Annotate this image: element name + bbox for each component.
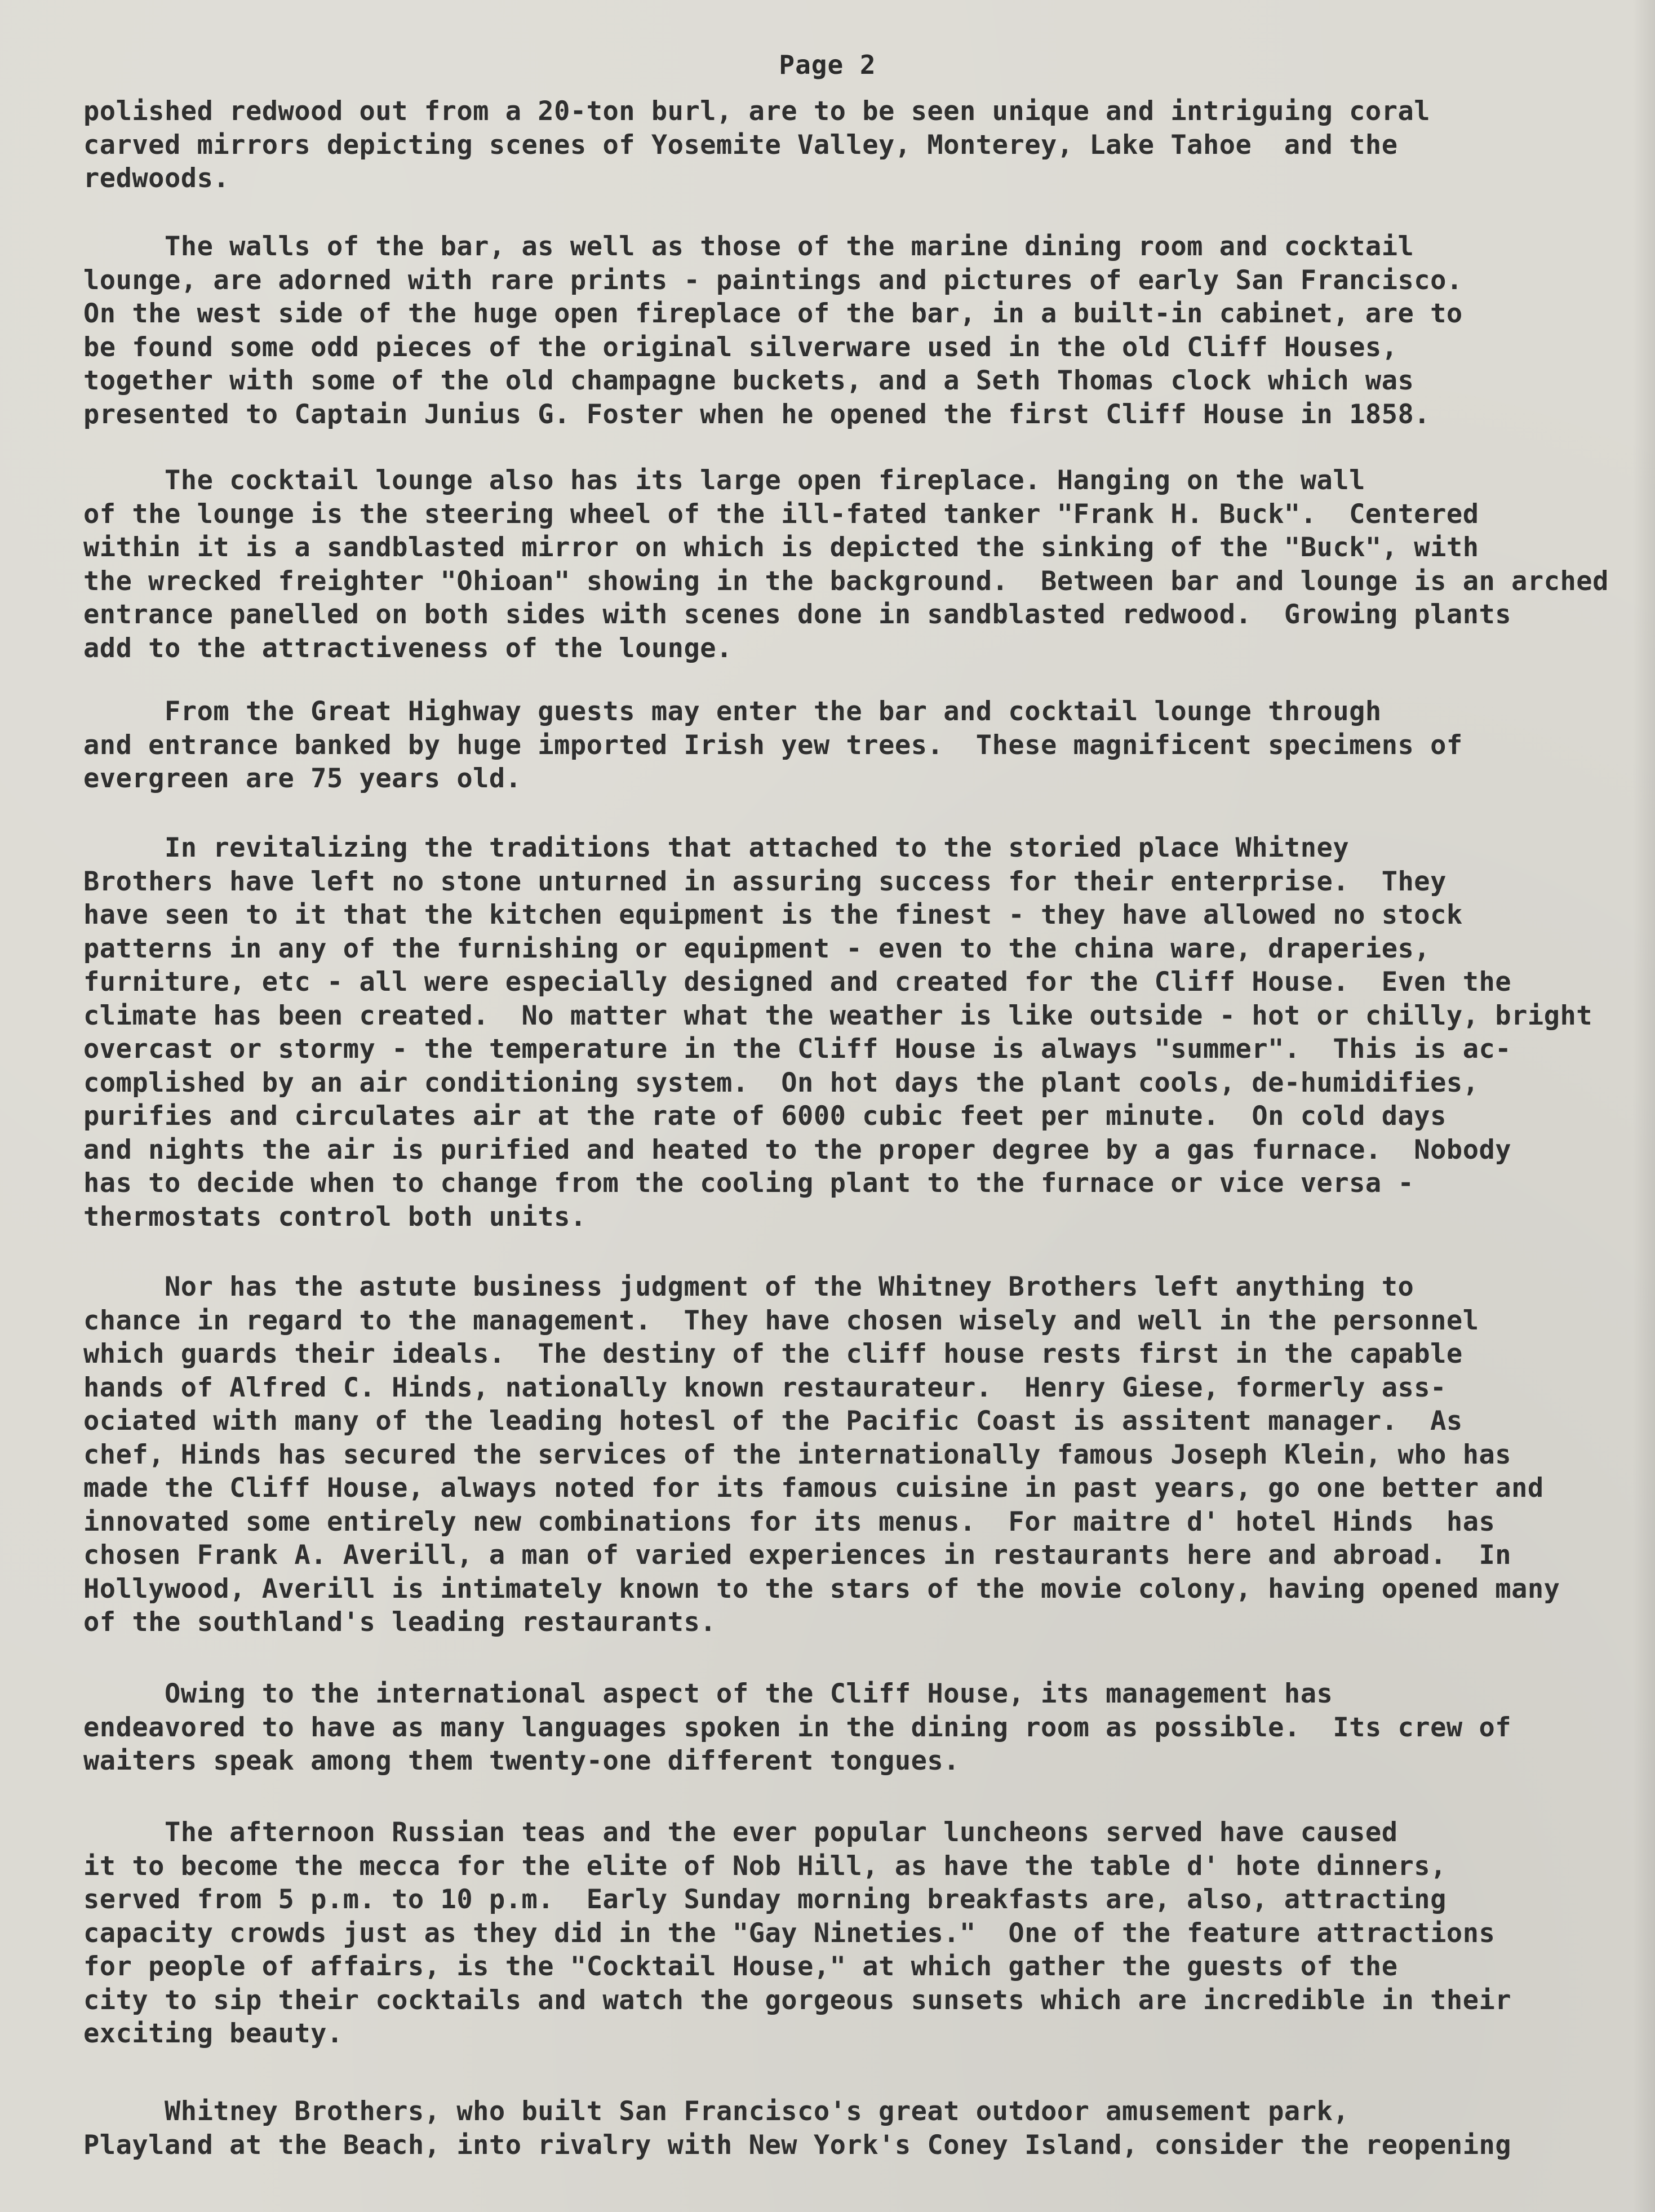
text-line: Whitney Brothers, who built San Francisco's great outdoor amusement park, <box>83 2096 1350 2127</box>
text-line: and nights the air is purified and heated to the proper degree by a gas furnace. Nobody <box>83 1134 1512 1165</box>
text-line: the wrecked freighter "Ohioan" showing in the background. Between bar and lounge is an arched <box>83 565 1609 597</box>
text-line: In revitalizing the traditions that attached to the storied place Whitney <box>83 832 1350 863</box>
text-line: polished redwood out from a 20-ton burl, are to be seen unique and intriguing coral <box>83 96 1431 127</box>
text-line: Brothers have left no stone unturned in assuring success for their enterprise. They <box>83 866 1447 897</box>
text-line: furniture, etc - all were especially designed and created for the Cliff House. Even the <box>83 967 1512 998</box>
text-line: evergreen are 75 years old. <box>83 763 522 794</box>
text-line: The afternoon Russian teas and the ever popular luncheons served have caused <box>83 1817 1398 1848</box>
text-line: of the southland's leading restaurants. <box>83 1607 717 1638</box>
text-line: The walls of the bar, as well as those of the marine dining room and cocktail <box>83 231 1414 262</box>
text-line: From the Great Highway guests may enter the bar and cocktail lounge through <box>83 696 1382 727</box>
text-line: Nor has the astute business judgment of the Whitney Brothers left anything to <box>83 1271 1414 1302</box>
text-line: chosen Frank A. Averill, a man of varied experiences in restaurants here and abroad. In <box>83 1540 1512 1571</box>
text-line: patterns in any of the furnishing or equipment - even to the china ware, draperies, <box>83 933 1431 964</box>
text-line: lounge, are adorned with rare prints - paintings and pictures of early San Francisco. <box>83 264 1463 296</box>
text-line: together with some of the old champagne buckets, and a Seth Thomas clock which was <box>83 365 1414 396</box>
text-line: capacity crowds just as they did in the "Gay Nineties." One of the feature attractions <box>83 1917 1496 1949</box>
text-line: climate has been created. No matter what the weather is like outside - hot or chilly, bright <box>83 1000 1593 1031</box>
page-number: Page 2 <box>779 50 876 80</box>
text-line: it to become the mecca for the elite of Nob Hill, as have the table d' hote dinners, <box>83 1850 1447 1882</box>
text-line: Hollywood, Averill is intimately known to the stars of the movie colony, having opened many <box>83 1573 1560 1604</box>
text-line: overcast or stormy - the temperature in the Cliff House is always "summer". This is ac- <box>83 1034 1512 1065</box>
text-line: of the lounge is the steering wheel of the ill-fated tanker "Frank H. Buck". Centered <box>83 498 1479 530</box>
text-line: complished by an air conditioning system. On hot days the plant cools, de-humidifies, <box>83 1067 1479 1098</box>
text-line: within it is a sandblasted mirror on which is depicted the sinking of the "Buck", with <box>83 532 1479 563</box>
page-edge-shadow <box>1632 0 1655 2212</box>
text-line: which guards their ideals. The destiny of the cliff house rests first in the capable <box>83 1338 1463 1369</box>
text-line: have seen to it that the kitchen equipment is the finest - they have allowed no stock <box>83 899 1463 930</box>
text-line: entrance panelled on both sides with scenes done in sandblasted redwood. Growing plants <box>83 599 1512 630</box>
text-line: served from 5 p.m. to 10 p.m. Early Sunday morning breakfasts are, also, attracting <box>83 1884 1447 1915</box>
text-line: redwoods. <box>83 163 230 194</box>
text-line: chef, Hinds has secured the services of the internationally famous Joseph Klein, who has <box>83 1439 1512 1470</box>
text-line: hands of Alfred C. Hinds, nationally known restaurateur. Henry Giese, formerly ass- <box>83 1372 1447 1403</box>
text-line: be found some odd pieces of the original silverware used in the old Cliff Houses, <box>83 331 1398 363</box>
text-line: carved mirrors depicting scenes of Yosemite Valley, Monterey, Lake Tahoe and the <box>83 129 1398 161</box>
text-line: Playland at the Beach, into rivalry with New York's Coney Island, consider the reopening <box>83 2129 1512 2161</box>
text-line: waiters speak among them twenty-one different tongues. <box>83 1745 960 1776</box>
text-line: and entrance banked by huge imported Irish yew trees. These magnificent specimens of <box>83 729 1463 761</box>
text-line: presented to Captain Junius G. Foster when he opened the first Cliff House in 1858. <box>83 398 1431 430</box>
text-line: chance in regard to the management. They have chosen wisely and well in the personnel <box>83 1305 1479 1336</box>
text-line: for people of affairs, is the "Cocktail House," at which gather the guests of the <box>83 1951 1398 1982</box>
text-line: endeavored to have as many languages spoken in the dining room as possible. Its crew of <box>83 1712 1512 1743</box>
text-line: innovated some entirely new combinations for its menus. For maitre d' hotel Hinds has <box>83 1506 1496 1537</box>
text-line: exciting beauty. <box>83 2018 343 2049</box>
text-line: thermostats control both units. <box>83 1201 587 1233</box>
text-line: purifies and circulates air at the rate of 6000 cubic feet per minute. On cold days <box>83 1101 1447 1132</box>
text-line: The cocktail lounge also has its large open fireplace. Hanging on the wall <box>83 465 1365 496</box>
text-line: city to sip their cocktails and watch the gorgeous sunsets which are incredible in their <box>83 1984 1512 2016</box>
text-line: On the west side of the huge open fireplace of the bar, in a built-in cabinet, are to <box>83 298 1463 329</box>
text-line: made the Cliff House, always noted for its famous cuisine in past years, go one better and <box>83 1473 1544 1504</box>
text-line: add to the attractiveness of the lounge. <box>83 632 733 664</box>
text-line: has to decide when to change from the cooling plant to the furnace or vice versa - <box>83 1168 1414 1199</box>
text-line: ociated with many of the leading hotesl of the Pacific Coast is assitent manager. As <box>83 1406 1463 1437</box>
text-line: Owing to the international aspect of the Cliff House, its management has <box>83 1678 1333 1709</box>
